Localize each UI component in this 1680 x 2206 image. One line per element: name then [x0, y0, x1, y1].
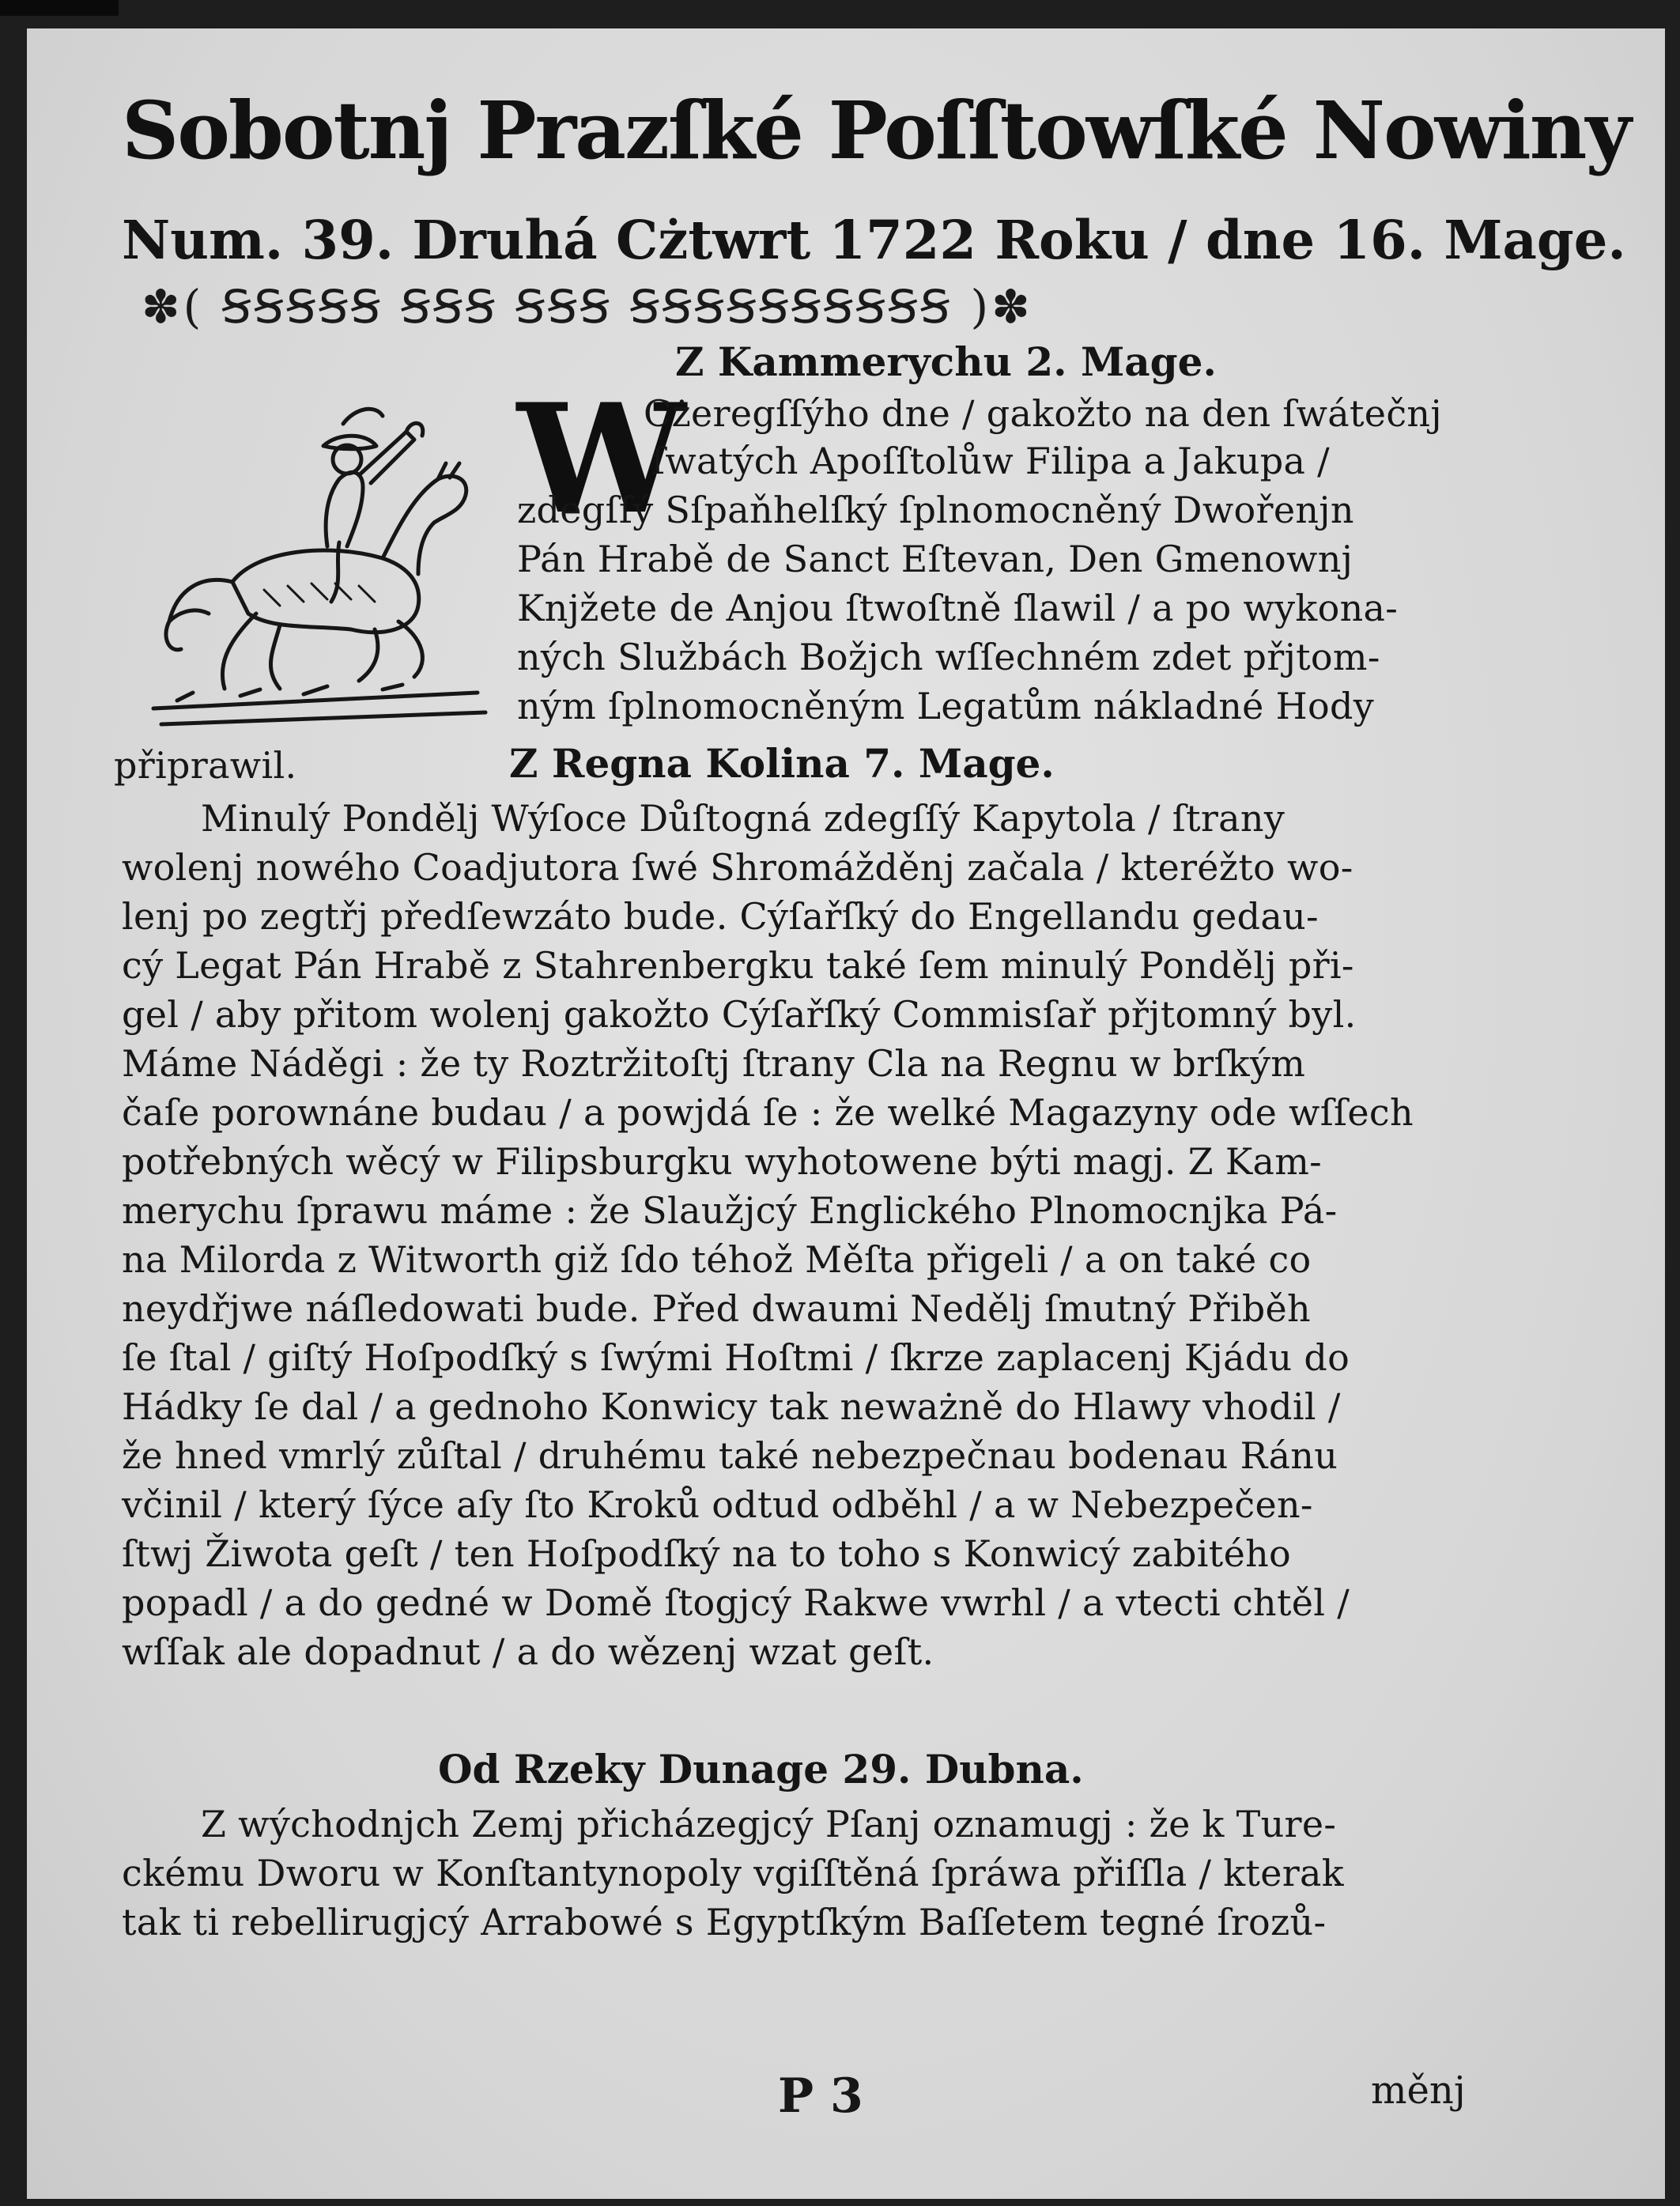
text-line: neydřjwe náſledowati bude. Před dwaumi Nedělj ſmutný Přiběh: [122, 1287, 1311, 1330]
text-line: ſtwj Žiwota geſt / ten Hoſpodſký na to toho s Konwicý zabitého: [122, 1532, 1292, 1575]
text-line: ckému Dworu w Konſtantynopoly vgiſſtěná ſpráwa přiſſla / kterak: [122, 1852, 1344, 1894]
text-line: ſe ſtal / giſtý Hoſpodſký s ſwými Hoſtmi / ſkrze zaplacenj Kjádu do: [122, 1336, 1350, 1379]
newspaper-page: [27, 28, 1665, 2199]
text-line: Hádky ſe dal / a gednoho Konwicy tak neważně do Hlawy vhodil /: [122, 1385, 1341, 1428]
text-line: zdegſſý Sſpaňhelſký ſplnomocněný Dwořenjn: [517, 489, 1354, 531]
issue-line: Num. 39. Druhá Cżtwrt 1722 Roku / dne 16. Mage.: [122, 209, 1626, 271]
dateline-kolin: Z Regna Kolina 7. Mage.: [509, 740, 1055, 787]
text-line: Minulý Pondělj Wýſoce Důſtogná zdegſſý Kapytola / ſtrany: [201, 797, 1285, 840]
text-line: Pán Hrabě de Sanct Eſtevan, Den Gmenownj: [517, 538, 1353, 580]
text-line: ſwatých Apoſſtolůw Filipa a Jakupa /: [651, 440, 1330, 482]
text-line: tak ti rebellirugjcý Arrabowé s Egyptſkým Baſſetem tegné ſrozů-: [122, 1901, 1327, 1943]
text-line: Máme Náděgi : že ty Roztržitoſtj ſtrany Cla na Regnu w brſkým: [122, 1042, 1306, 1085]
text-line: ným ſplnomocněným Legatům nákladné Hody: [517, 685, 1375, 727]
text-line: merychu ſprawu máme : že Slaužjcý Englického Plnomocnjka Pá-: [122, 1189, 1338, 1232]
masthead-title: Sobotnj Prazſké Poſſtowſké Nowiny: [122, 84, 1630, 177]
text-line: včinil / který ſýce aſy ſto Kroků odtud odběhl / a w Nebezpečen-: [122, 1483, 1313, 1526]
text-line: čaſe porownáne budau / a powjdá ſe : že welké Magazyny ode wſſech: [122, 1091, 1414, 1134]
text-line: připrawil.: [114, 744, 297, 787]
text-line: Z wýchodnjch Zemj přicházegjcý Pſanj oznamugj : že k Ture-: [201, 1803, 1337, 1845]
text-line: že hned vmrlý zůſtal / druhému také nebezpečnau bodenau Ránu: [122, 1434, 1338, 1477]
text-line: potřebných wěcý w Filipsburgku wyhotowene býti magj. Z Kam-: [122, 1140, 1323, 1183]
text-line: lenj po zegtřj předſewzáto bude. Cýſařſký do Engellandu gedau-: [122, 895, 1319, 938]
dateline-dunage: Od Rzeky Dunage 29. Dubna.: [438, 1746, 1084, 1792]
text-line: gel / aby přitom wolenj gakožto Cýſařſký Commisſař přjtomný byl.: [122, 993, 1357, 1036]
ornament-border: ✽( ꞨꞨꞨꞨꞨ ꞨꞨꞨ ꞨꞨꞨ ꞨꞨꞨꞨꞨꞨꞨꞨꞨꞨ )✽: [142, 280, 1033, 334]
text-line: popadl / a do gedné w Domě ſtogjcý Rakwe vwrhl / a vtecti chtěl /: [122, 1581, 1350, 1624]
scan-edge-mark: [0, 0, 119, 16]
dateline-kammerych: Z Kammerychu 2. Mage.: [675, 338, 1217, 385]
text-line: Knjžete de Anjou ſtwoſtně ſlawil / a po wykona-: [517, 587, 1399, 629]
text-line: cý Legat Pán Hrabě z Stahrenbergku také ſem minulý Pondělj při-: [122, 944, 1354, 987]
text-line: na Milorda z Witworth giž ſdo téhož Měſta přigeli / a on také co: [122, 1238, 1312, 1281]
text-line: wolenj nowého Coadjutora ſwé Shromážděnj začala / kteréžto wo-: [122, 846, 1353, 889]
text-line: ných Službách Božjch wſſechném zdet přjtom-: [517, 636, 1380, 678]
text-line: wſſak ale dopadnut / a do wězenj wzat geſt.: [122, 1630, 934, 1673]
signature-mark: P 3: [778, 2068, 863, 2124]
catchword: měnj: [1371, 2068, 1466, 2113]
drop-cap: W: [517, 371, 686, 547]
text-line: Cżeregſſýho dne / gakožto na den ſwátečnj: [644, 392, 1442, 435]
horseman-woodcut-image: [145, 376, 493, 740]
